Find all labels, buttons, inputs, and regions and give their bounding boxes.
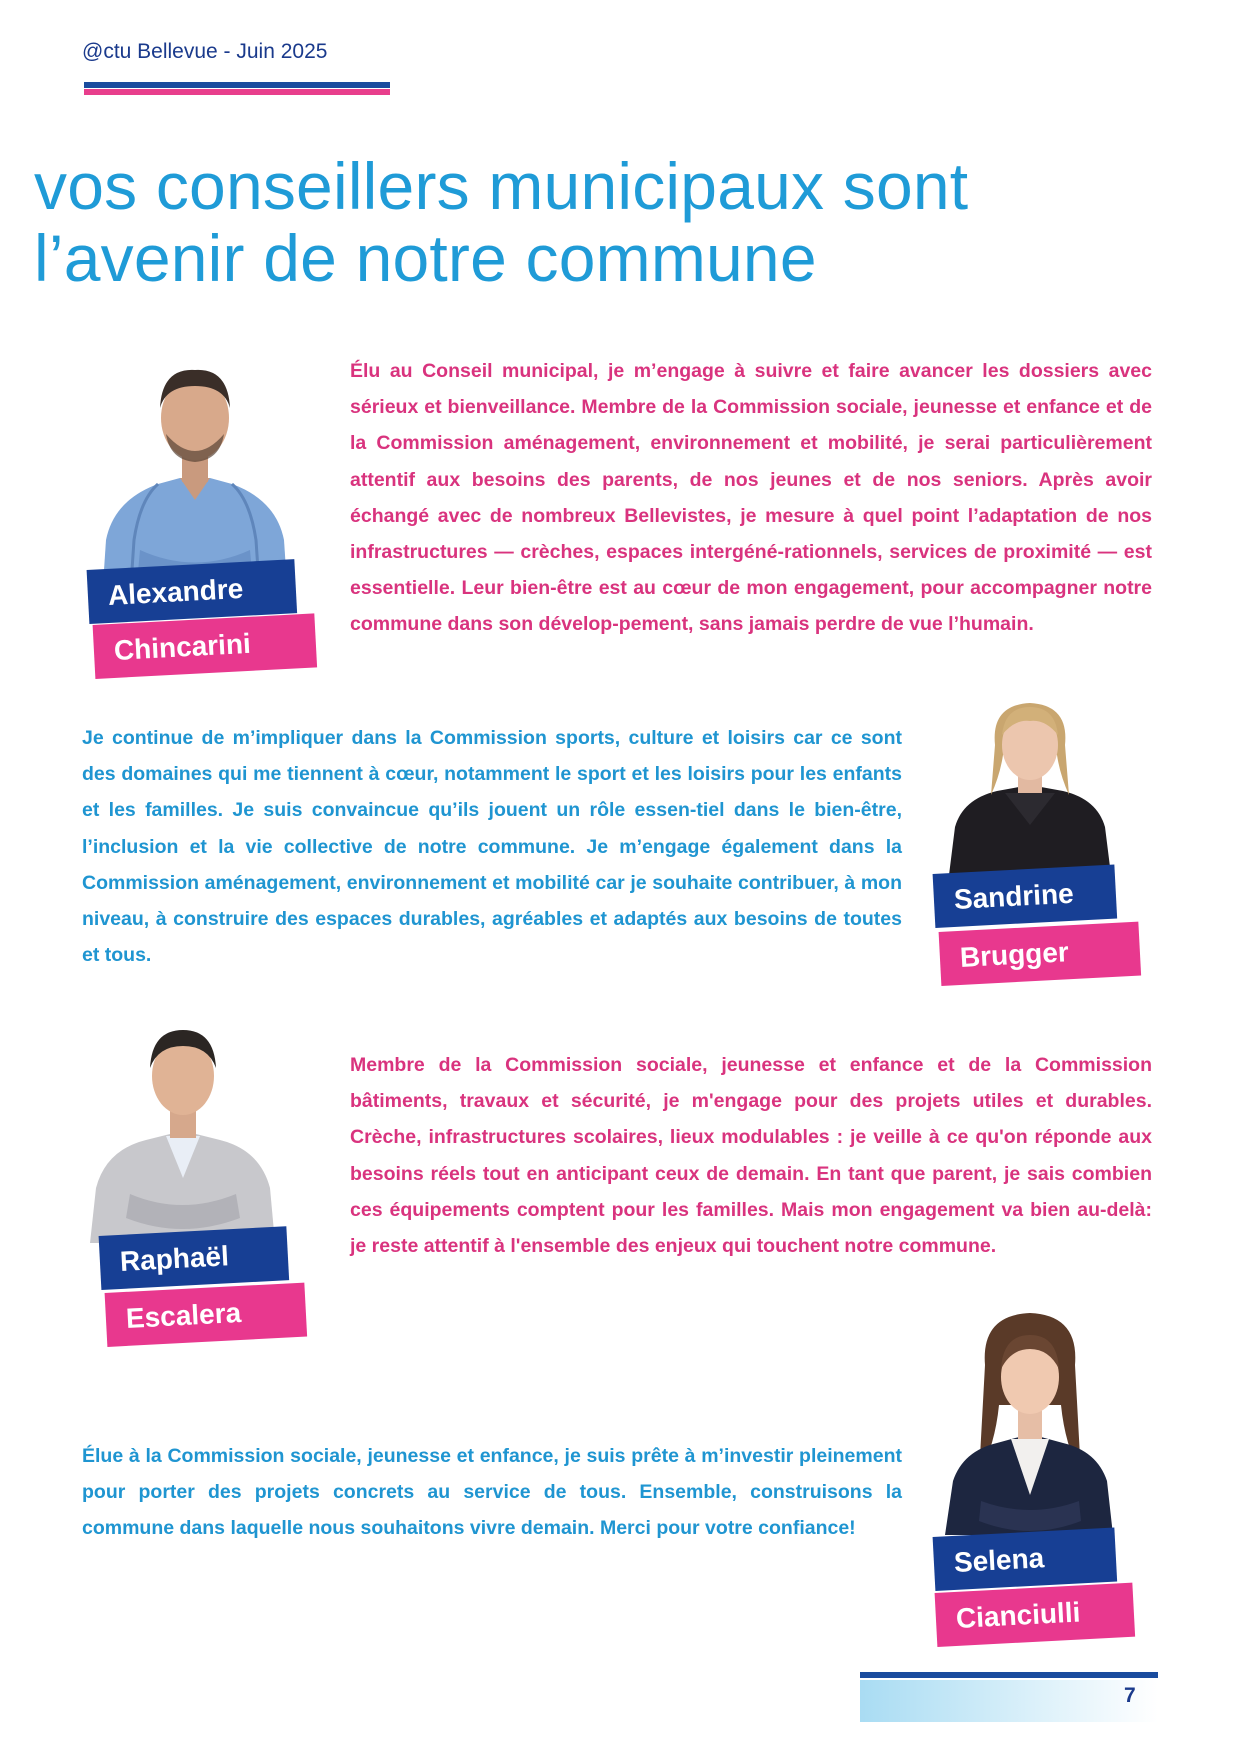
- footer-divider: [860, 1672, 1158, 1678]
- name-tag-first-raphael: Raphaël: [99, 1226, 290, 1290]
- name-tag-first-selena: Selena: [933, 1528, 1118, 1591]
- name-tag-last-sandrine: Brugger: [939, 922, 1142, 986]
- name-tag-last-selena: Cianciulli: [935, 1583, 1136, 1647]
- councillor-statement-raphael: Membre de la Commission sociale, jeunesse et enfance et de la Commission bâtiments, travaux et sécurité, je m'engage pour des projets utiles et durables. Crèche, infrastructures scolaires, lieux modulables : je veille à ce qu'on réponde aux besoins réels tout en anticipant ceux de demain. En tant que parent, je sais combien ces équipements comptent pour les familles. Mais mon engagement va bien au-delà: je reste attentif à l'ensemble des enjeux qui touchent notre commune.: [350, 1054, 1152, 1258]
- page-title: [34, 150, 1184, 294]
- name-tag-last-alexandre: Chincarini: [93, 613, 318, 679]
- page-title-line-2: l’avenir de notre commune: [34, 221, 817, 295]
- portrait-photo-sandrine: [945, 695, 1115, 875]
- page-title-line-1: vos conseillers municipaux sont: [34, 149, 969, 223]
- portrait-photo-selena: [945, 1305, 1115, 1535]
- name-tag-first-alexandre: Alexandre: [87, 559, 298, 624]
- councillor-statement-alexandre: Élu au Conseil municipal, je m’engage à suivre et faire avancer les dossiers avec sérieux et bienveillance. Membre de la Commission sociale, jeunesse et enfance et de la Commission aménagement, environnement et mobilité, je serai particulièrement attentif aux besoins des parents, de nos jeunes et de nos seniors. Après avoir échangé avec de nombreux Bellevistes, je mesure à quel point l’adaptation de nos infrastructures — crèches, espaces intergéné-rationnels, services de proximité — est essentielle. Leur bien-être est au cœur de mon engagement, pour accompagner notre commune dans son dévelop-pement, sans jamais perdre de vue l’humain.: [350, 360, 1152, 636]
- name-tag-last-raphael: Escalera: [105, 1283, 308, 1347]
- portrait-photo-raphael: [90, 1018, 275, 1243]
- councillor-statement-sandrine: Je continue de m’impliquer dans la Commission sports, culture et loisirs car ce sont des domaines qui me tiennent à cœur, notamment le sport et les loisirs pour les enfants et les familles. Je suis convaincue qu’ils jouent un rôle essen-tiel dans le bien-être, l’inclusion et la vie collective de notre commune. Je m’engage également dans la Commission aménagement, environnement et mobilité car je souhaite contribuer, à mon niveau, à construire des espaces durables, agréables et adaptés aux besoins de toutes et tous.: [82, 727, 902, 967]
- page-number: 7: [1124, 1684, 1136, 1707]
- name-tag-first-sandrine: Sandrine: [933, 865, 1118, 928]
- footer-band: [860, 1680, 1158, 1722]
- councillor-statement-selena: Élue à la Commission sociale, jeunesse et enfance, je suis prête à m’investir pleinement pour porter des projets concrets au service de tous. Ensemble, construisons la commune dans laquelle nous souhaitons vivre demain. Merci pour votre confiance!: [82, 1445, 902, 1540]
- issue-header: @ctu Bellevue - Juin 2025: [82, 40, 328, 63]
- header-divider-pink: [84, 89, 390, 95]
- header-divider-blue: [84, 82, 390, 88]
